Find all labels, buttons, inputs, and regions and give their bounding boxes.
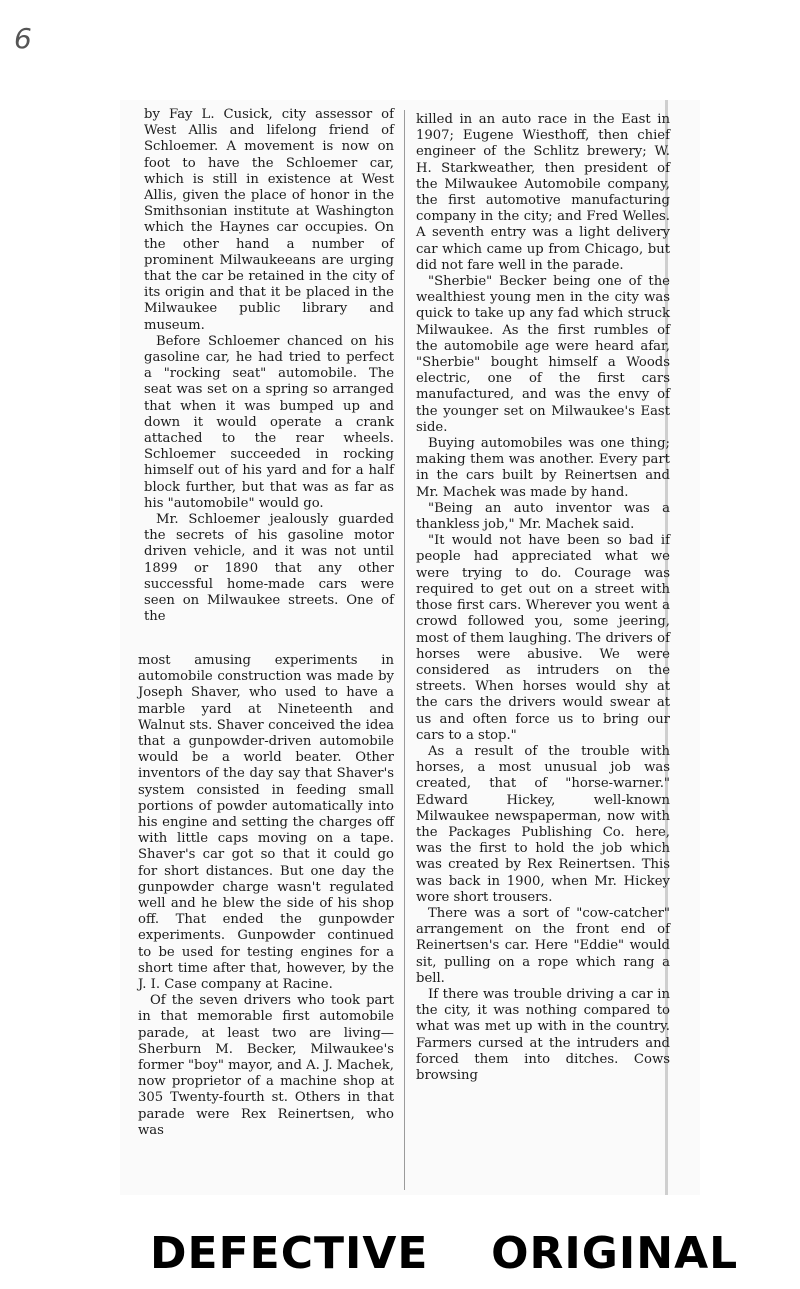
paragraph: "Sherbie" Becker being one of the wealthiest young men in the city was quick to take up any fad which struck Milwaukee. As the first rumbles of the automobile age were heard afar, "Sherbie" bought himself a Woods electric, one of the first cars manufactured, and was the envy of the younger set on Milwaukee's East side.: [416, 274, 670, 435]
column-divider: [404, 110, 405, 1190]
paragraph: Before Schloemer chanced on his gasoline car, he had tried to perfect a "rocking seat" automobile. The seat was set on a spring so arranged that when it was bumped up and down it would operate a crank attached to the rear wheels. Schloemer succeeded in rocking himself out of his yard and for a half block further, but that was as far as his "automobile" would go.: [144, 333, 394, 511]
paragraph: "Being an auto inventor was a thankless job," Mr. Machek said.: [416, 500, 670, 533]
stamp-word-2: ORIGINAL: [491, 1228, 739, 1279]
paragraph: If there was trouble driving a car in the city, it was nothing compared to what was met up with in the country. Farmers cursed at the intruders and forced them into ditches. Cows browsing: [416, 986, 670, 1083]
article-column-2: [416, 112, 670, 1084]
paragraph: Buying automobiles was one thing; making them was another. Every part in the cars built by Reinertsen and Mr. Machek was made by hand.: [416, 436, 670, 500]
article-column-1-top: [144, 107, 394, 626]
paragraph: There was a sort of "cow-catcher" arrangement on the front end of Reinertsen's car. Here "Eddie" would sit, pulling on a rope which rang a bell.: [416, 905, 670, 986]
paragraph: most amusing experiments in automobile construction was made by Joseph Shaver, who used to have a marble yard at Nineteenth and Walnut sts. Shaver conceived the idea that a gunpowder-driven automobile would be a world beater. Other inventors of the day say that Shaver's system consisted in feeding small portions of powder automatically into his engine and setting the charges off with little caps moving on a tape. Shaver's car got so that it could go for short distances. But one day the gunpowder charge wasn't regulated well and he blew the side of his shop off. That ended the gunpowder experiments. Gunpowder continued to be used for testing engines for a short time after that, however, by the J. I. Case company at Racine.: [138, 653, 394, 993]
article-column-1-bottom: [138, 653, 394, 1139]
paragraph: Of the seven drivers who took part in that memorable first automobile parade, at least two are living—Sherburn M. Becker, Milwaukee's former "boy" mayor, and A. J. Machek, now proprietor of a machine shop at 305 Twenty-fourth st. Others in that parade were Rex Reinertsen, who was: [138, 993, 394, 1138]
paragraph: by Fay L. Cusick, city assessor of West Allis and lifelong friend of Schloemer. A movement is now on foot to have the Schloemer car, which is still in existence at West Allis, given the place of honor in the Smithsonian institute at Washington which the Haynes car occupies. On the other hand a number of prominent Milwaukeeans are urging that the car be retained in the city of its origin and that it be placed in the Milwaukee public library and museum.: [144, 107, 394, 333]
stamp-word-1: DEFECTIVE: [150, 1228, 429, 1279]
paragraph: Mr. Schloemer jealously guarded the secrets of his gasoline motor driven vehicle, and it was not until 1899 or 1890 that any other successful home-made cars were seen on Milwaukee streets. One of the: [144, 512, 394, 625]
defective-original-stamp: [150, 1228, 739, 1279]
page-number: 6: [14, 22, 32, 55]
paragraph: "It would not have been so bad if people had appreciated what we were trying to do. Courage was required to get out on a street with those first cars. Wherever you went a crowd followed you, some jeering, most of them laughing. The drivers of horses were abusive. We were considered as intruders on the streets. When horses would shy at the cars the drivers would swear at us and often force us to bring our cars to a stop.": [416, 533, 670, 743]
paragraph: As a result of the trouble with horses, a most unusual job was created, that of "horse-warner." Edward Hickey, well-known Milwaukee newspaperman, now with the Packages Publishing Co. here, was the first to hold the job which was created by Rex Reinertsen. This was back in 1900, when Mr. Hickey wore short trousers.: [416, 743, 670, 905]
paragraph: killed in an auto race in the East in 1907; Eugene Wiesthoff, then chief engineer of the Schlitz brewery; W. H. Starkweather, then president of the Milwaukee Automobile company, the first automotive manufacturing company in the city; and Fred Welles. A seventh entry was a light delivery car which came up from Chicago, but did not fare well in the parade.: [416, 112, 670, 273]
